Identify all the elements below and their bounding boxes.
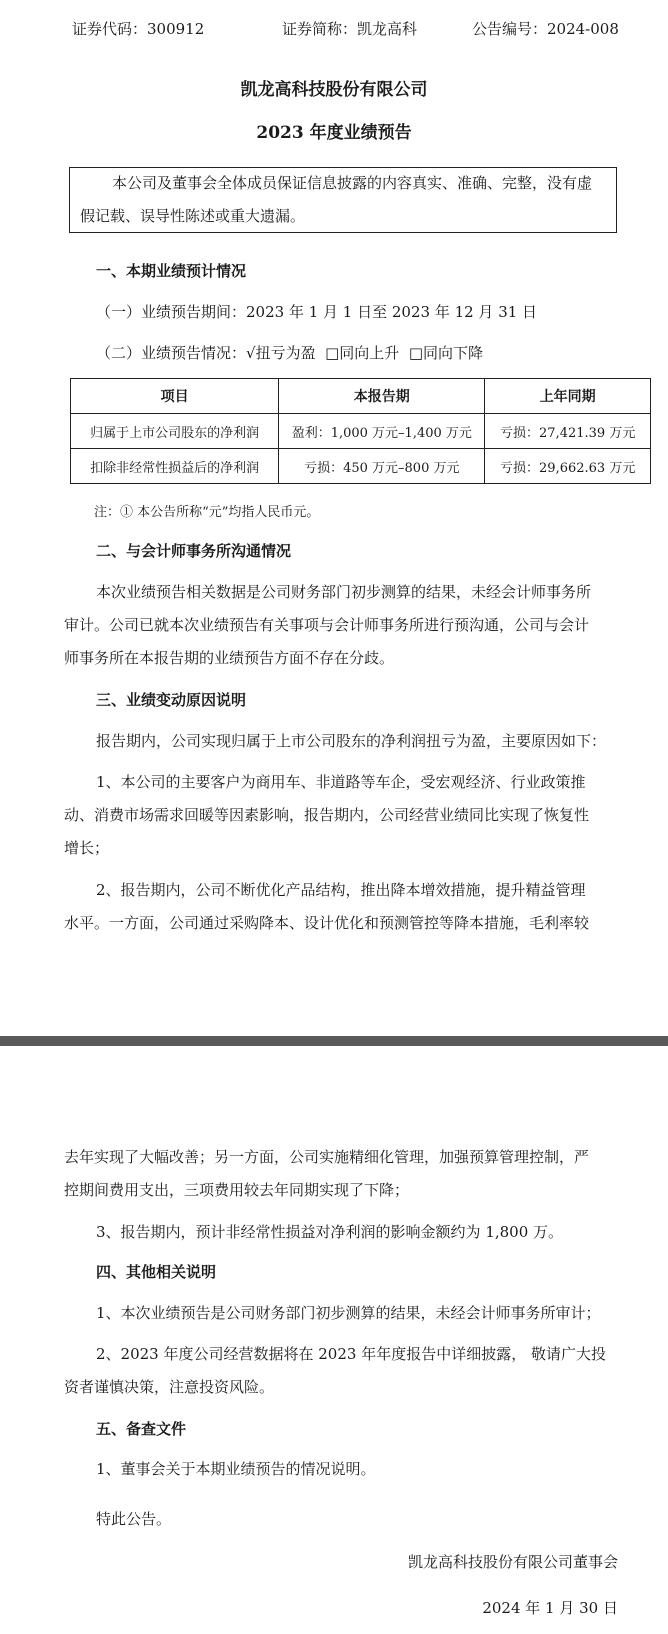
forecast-situation [96,342,483,363]
s4-item2-line-2: 资者谨慎决策，注意投资风险。 [64,1378,275,1396]
s3-intro: 报告期内，公司实现归属于上市公司股东的净利润扭亏为盈，主要原因如下： [96,732,607,750]
s3-item2-line-1: 2、报告期内，公司不断优化产品结构，推出降本增效措施，提升精益管理 [96,881,586,899]
s3-item1-line-3: 增长； [64,839,110,857]
page-separator [0,1036,668,1046]
s3-item2-cont-line-1: 去年实现了大幅改善；另一方面，公司实施精细化管理，加强预算管理控制，严 [64,1148,590,1166]
table-row [71,449,651,484]
forecast-situation-label: （二）业绩预告情况： [96,344,247,362]
stock-code: 证券代码：300912 [72,20,205,38]
forecast-period: （一）业绩预告期间：2023 年 1 月 1 日至 2023 年 12 月 31 日 [96,303,538,321]
company-title: 凯龙高科技股份有限公司 [240,80,428,100]
s3-item1-line-2: 动、消费市场需求回暖等因素影响，报告期内，公司经营业绩同比实现了恢复性 [64,806,590,824]
table-cell: 盈利：1,000 万元–1,400 万元 [279,414,485,449]
table-cell: 亏损：450 万元–800 万元 [279,449,485,484]
table-cell: 亏损：29,662.63 万元 [485,449,651,484]
performance-table [70,378,651,484]
s2-line-3: 师事务所在本报告期的业绩预告方面不存在分歧。 [64,649,395,667]
option-increase: □同向上升 [325,344,400,362]
s3-item1-line-1: 1、本公司的主要客户为商用车、非道路等车企，受宏观经济、行业政策推 [96,773,586,791]
report-title: 2023 年度业绩预告 [256,123,412,143]
table-header-item: 项目 [71,379,279,414]
section-3-heading: 三、业绩变动原因说明 [96,691,247,709]
table-note: 注：① 本公告所称“元”均指人民币元。 [94,505,320,520]
closing-text: 特此公告。 [96,1510,172,1528]
table-cell: 归属于上市公司股东的净利润 [71,414,279,449]
section-1-heading: 一、本期业绩预计情况 [96,262,247,280]
s3-item3: 3、报告期内，预计非经常性损益对净利润的影响金额约为 1,800 万。 [96,1223,564,1241]
s2-line-2: 审计。公司已就本次业绩预告有关事项与会计师事务所进行预沟通，公司与会计 [64,616,590,634]
s2-line-1: 本次业绩预告相关数据是公司财务部门初步测算的结果，未经会计师事务所 [96,583,592,601]
table-cell: 扣除非经常性损益后的净利润 [71,449,279,484]
table-cell: 亏损：27,421.39 万元 [485,414,651,449]
table-header-current: 本报告期 [279,379,485,414]
section-5-heading: 五、备查文件 [96,1420,187,1438]
table-header-prior: 上年同期 [485,379,651,414]
document-page-2 [0,1046,668,1634]
table-header-row [71,379,651,414]
table-row [71,414,651,449]
disclaimer-line-1: 本公司及董事会全体成员保证信息披露的内容真实、准确、完整，没有虚 [112,174,593,192]
s4-item1: 1、本次业绩预告是公司财务部门初步测算的结果，未经会计师事务所审计； [96,1304,601,1322]
stock-short-name: 证券简称：凯龙高科 [282,20,418,38]
s3-item2-line-2: 水平。一方面，公司通过采购降本、设计优化和预测管控等降本措施，毛利率较 [64,914,590,932]
section-2-heading: 二、与会计师事务所沟通情况 [96,542,292,560]
option-decrease: □同向下降 [408,344,484,362]
s4-item2-line-1: 2、2023 年度公司经营数据将在 2023 年年度报告中详细披露， 敬请广大投 [96,1345,606,1363]
announcement-date: 2024 年 1 月 30 日 [482,1599,618,1617]
disclaimer-line-2: 假记载、误导性陈述或重大遗漏。 [80,207,306,225]
notice-number: 公告编号：2024-008 [472,20,619,38]
s5-item1: 1、董事会关于本期业绩预告的情况说明。 [96,1460,376,1478]
section-4-heading: 四、其他相关说明 [96,1263,217,1281]
s3-item2-cont-line-2: 控期间费用支出，三项费用较去年同期实现了下降； [64,1181,410,1199]
option-turnaround: √扭亏为盈 [246,344,316,362]
board-signature: 凯龙高科技股份有限公司董事会 [407,1553,618,1571]
